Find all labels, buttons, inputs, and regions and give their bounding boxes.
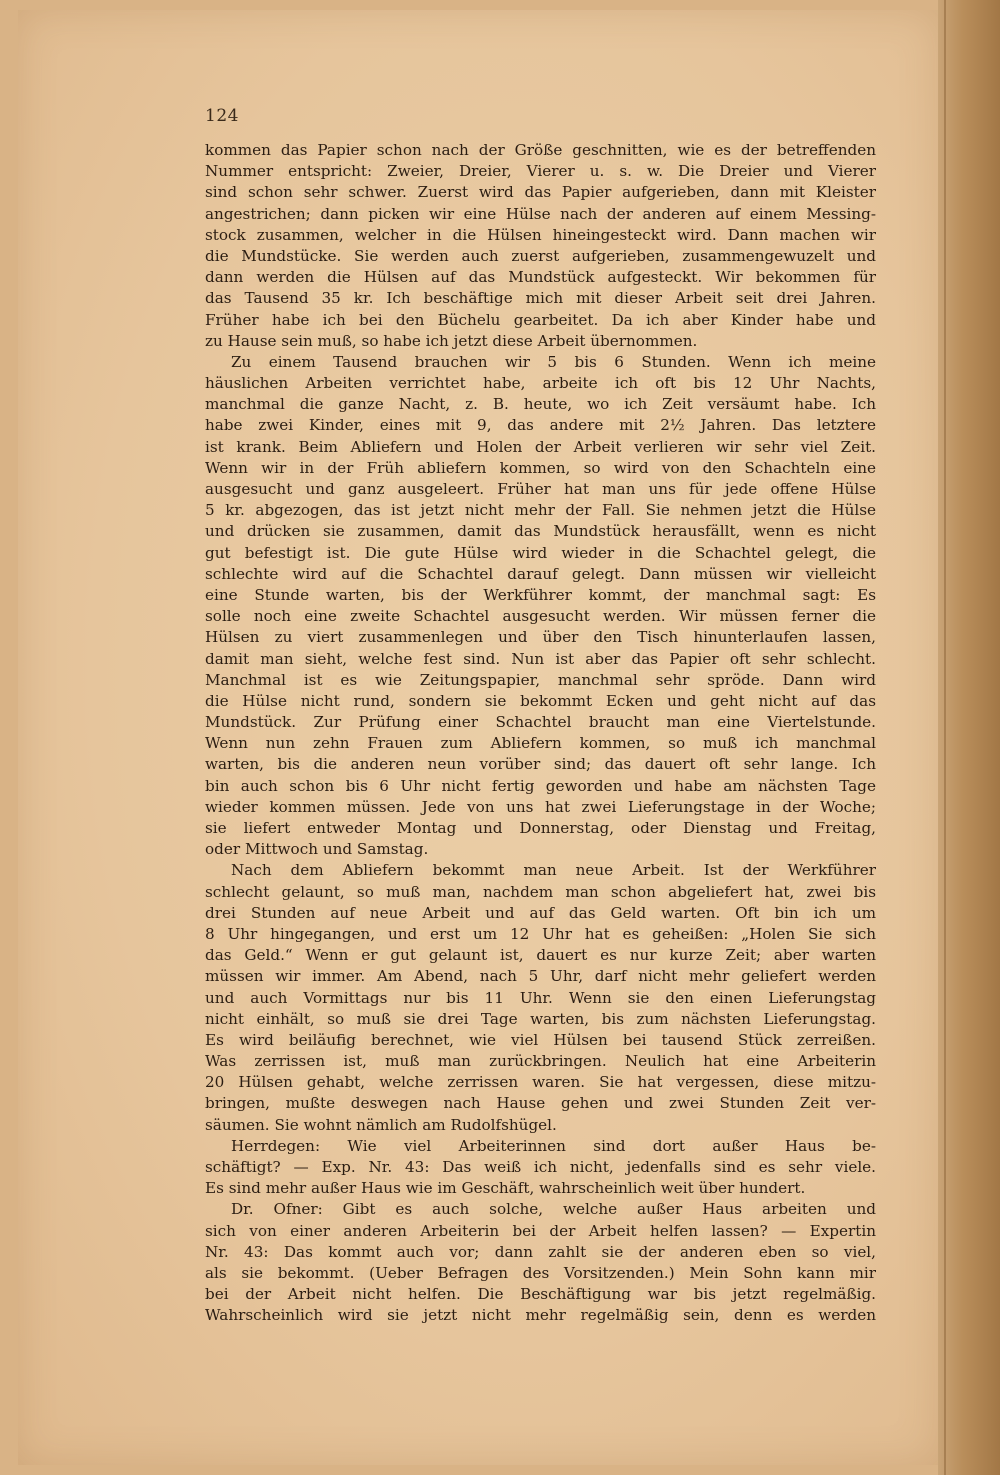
text-line: Hülsen zu viert zusammenlegen und über den Tisch hinunterlaufen lassen, [205,628,876,647]
text-line: Manchmal ist es wie Zeitungspapier, manchmal sehr spröde. Dann wird [205,670,876,689]
text-line: Nr. 43: Das kommt auch vor; dann zahlt sie der anderen eben so viel, [205,1242,876,1261]
text-line: schlechte wird auf die Schachtel darauf gelegt. Dann müssen wir vielleicht [205,564,876,583]
text-line: die Hülse nicht rund, sondern sie bekommt Ecken und geht nicht auf das [205,691,876,710]
text-line: oder Mittwoch und Samstag. [205,840,429,859]
text-line: müssen wir immer. Am Abend, nach 5 Uhr, darf nicht mehr geliefert werden [205,967,876,986]
text-line: Herrdegen: Wie viel Arbeiterinnen sind dort außer Haus be- [231,1136,876,1155]
text-line: schlecht gelaunt, so muß man, nachdem man schon abgeliefert hat, zwei bis [205,882,876,901]
text-line: dann werden die Hülsen auf das Mundstück aufgesteckt. Wir bekommen für [205,268,876,287]
text-line: Zu einem Tausend brauchen wir 5 bis 6 Stunden. Wenn ich meine [231,352,876,371]
text-line: Dr. Ofner: Gibt es auch solche, welche außer Haus arbeiten und [231,1200,876,1219]
text-line: 5 kr. abgezogen, das ist jetzt nicht mehr der Fall. Sie nehmen jetzt die Hülse [205,501,876,520]
text-line: Es sind mehr außer Haus wie im Geschäft, wahrscheinlich weit über hundert. [205,1179,806,1198]
text-line: das Geld.“ Wenn er gut gelaunt ist, dauert es nur kurze Zeit; aber warten [205,946,876,965]
text-line: schäftigt? — Exp. Nr. 43: Das weiß ich nicht, jedenfalls sind es sehr viele. [205,1158,876,1176]
text-line: ausgesucht und ganz ausgeleert. Früher hat man uns für jede offene Hülse [205,480,876,498]
text-line: habe zwei Kinder, eines mit 9, das andere mit 2½ Jahren. Das letztere [205,416,876,435]
text-line: bringen, mußte deswegen nach Hause gehen und zwei Stunden Zeit ver- [205,1094,876,1113]
text-line: die Mundstücke. Sie werden auch zuerst aufgerieben, zusammengewuzelt und [205,246,876,265]
text-line: Nummer entspricht: Zweier, Dreier, Vierer u. s. w. Die Dreier und Vierer [205,162,876,181]
text-line: säumen. Sie wohnt nämlich am Rudolfshügel. [205,1115,557,1134]
text-line: gut befestigt ist. Die gute Hülse wird wieder in die Schachtel gelegt, die [205,543,876,562]
text-line: solle noch eine zweite Schachtel ausgesucht werden. Wir müssen ferner die [205,607,876,626]
text-line: Wenn nun zehn Frauen zum Abliefern kommen, so muß ich manchmal [205,734,876,753]
text-line: Nach dem Abliefern bekommt man neue Arbeit. Ist der Werkführer [231,861,876,880]
text-line: Wenn wir in der Früh abliefern kommen, so wird von den Schachteln eine [205,458,876,477]
text-line: ist krank. Beim Abliefern und Holen der Arbeit verlieren wir sehr viel Zeit. [205,437,876,456]
text-line: Was zerrissen ist, muß man zurückbringen. Neulich hat eine Arbeiterin [205,1052,876,1071]
text-line: Mundstück. Zur Prüfung einer Schachtel braucht man eine Viertelstunde. [205,713,876,732]
text-line: häuslichen Arbeiten verrichtet habe, arbeite ich oft bis 12 Uhr Nachts, [205,374,876,393]
text-line: kommen das Papier schon nach der Größe geschnitten, wie es der betreffenden [205,141,876,159]
text-line: Es wird beiläufig berechnet, wie viel Hülsen bei tausend Stück zerreißen. [205,1030,876,1049]
text-line: nicht einhält, so muß sie drei Tage warten, bis zum nächsten Lieferungstag. [205,1009,876,1028]
text-line: Wahrscheinlich wird sie jetzt nicht mehr regelmäßig sein, denn es werden [205,1306,876,1325]
text-line: und drücken sie zusammen, damit das Mundstück herausfällt, wenn es nicht [205,522,876,541]
text-line: warten, bis die anderen neun vorüber sind; das dauert oft sehr lange. Ich [205,755,876,774]
text-line: wieder kommen müssen. Jede von uns hat zwei Lieferungstage in der Woche; [205,797,876,816]
text-line: 20 Hülsen gehabt, welche zerrissen waren. Sie hat vergessen, diese mitzu- [205,1073,876,1092]
text-line: stock zusammen, welcher in die Hülsen hineingesteckt wird. Dann machen wir [205,225,876,244]
text-line: 8 Uhr hingegangen, und erst um 12 Uhr hat es geheißen: „Holen Sie sich [205,924,876,943]
text-body [205,140,876,1327]
text-line: bei der Arbeit nicht helfen. Die Beschäftigung war bis jetzt regelmäßig. [205,1285,876,1304]
text-line: sind schon sehr schwer. Zuerst wird das Papier aufgerieben, dann mit Kleister [205,183,876,202]
text-line: manchmal die ganze Nacht, z. B. heute, wo ich Zeit versäumt habe. Ich [205,395,876,414]
page-number: 124 [205,106,239,126]
text-line: das Tausend 35 kr. Ich beschäftige mich mit dieser Arbeit seit drei Jahren. [205,289,876,308]
text-line: eine Stunde warten, bis der Werkführer kommt, der manchmal sagt: Es [205,585,876,604]
text-line: drei Stunden auf neue Arbeit und auf das Geld warten. Oft bin ich um [205,903,876,922]
book-edge [938,0,1000,1475]
text-line: und auch Vormittags nur bis 11 Uhr. Wenn sie den einen Lieferungstag [205,988,876,1007]
text-line: damit man sieht, welche fest sind. Nun ist aber das Papier oft sehr schlecht. [205,649,876,668]
text-line: zu Hause sein muß, so habe ich jetzt diese Arbeit übernommen. [205,331,698,350]
text-line: als sie bekommt. (Ueber Befragen des Vorsitzenden.) Mein Sohn kann mir [205,1263,876,1282]
text-line: sich von einer anderen Arbeiterin bei der Arbeit helfen lassen? — Expertin [205,1221,876,1240]
text-line: angestrichen; dann picken wir eine Hülse nach der anderen auf einem Messing- [205,204,876,223]
text-line: Früher habe ich bei den Büchelu gearbeitet. Da ich aber Kinder habe und [205,310,876,329]
text-line: sie liefert entweder Montag und Donnerstag, oder Dienstag und Freitag, [205,819,876,837]
text-line: bin auch schon bis 6 Uhr nicht fertig geworden und habe am nächsten Tage [205,776,876,795]
